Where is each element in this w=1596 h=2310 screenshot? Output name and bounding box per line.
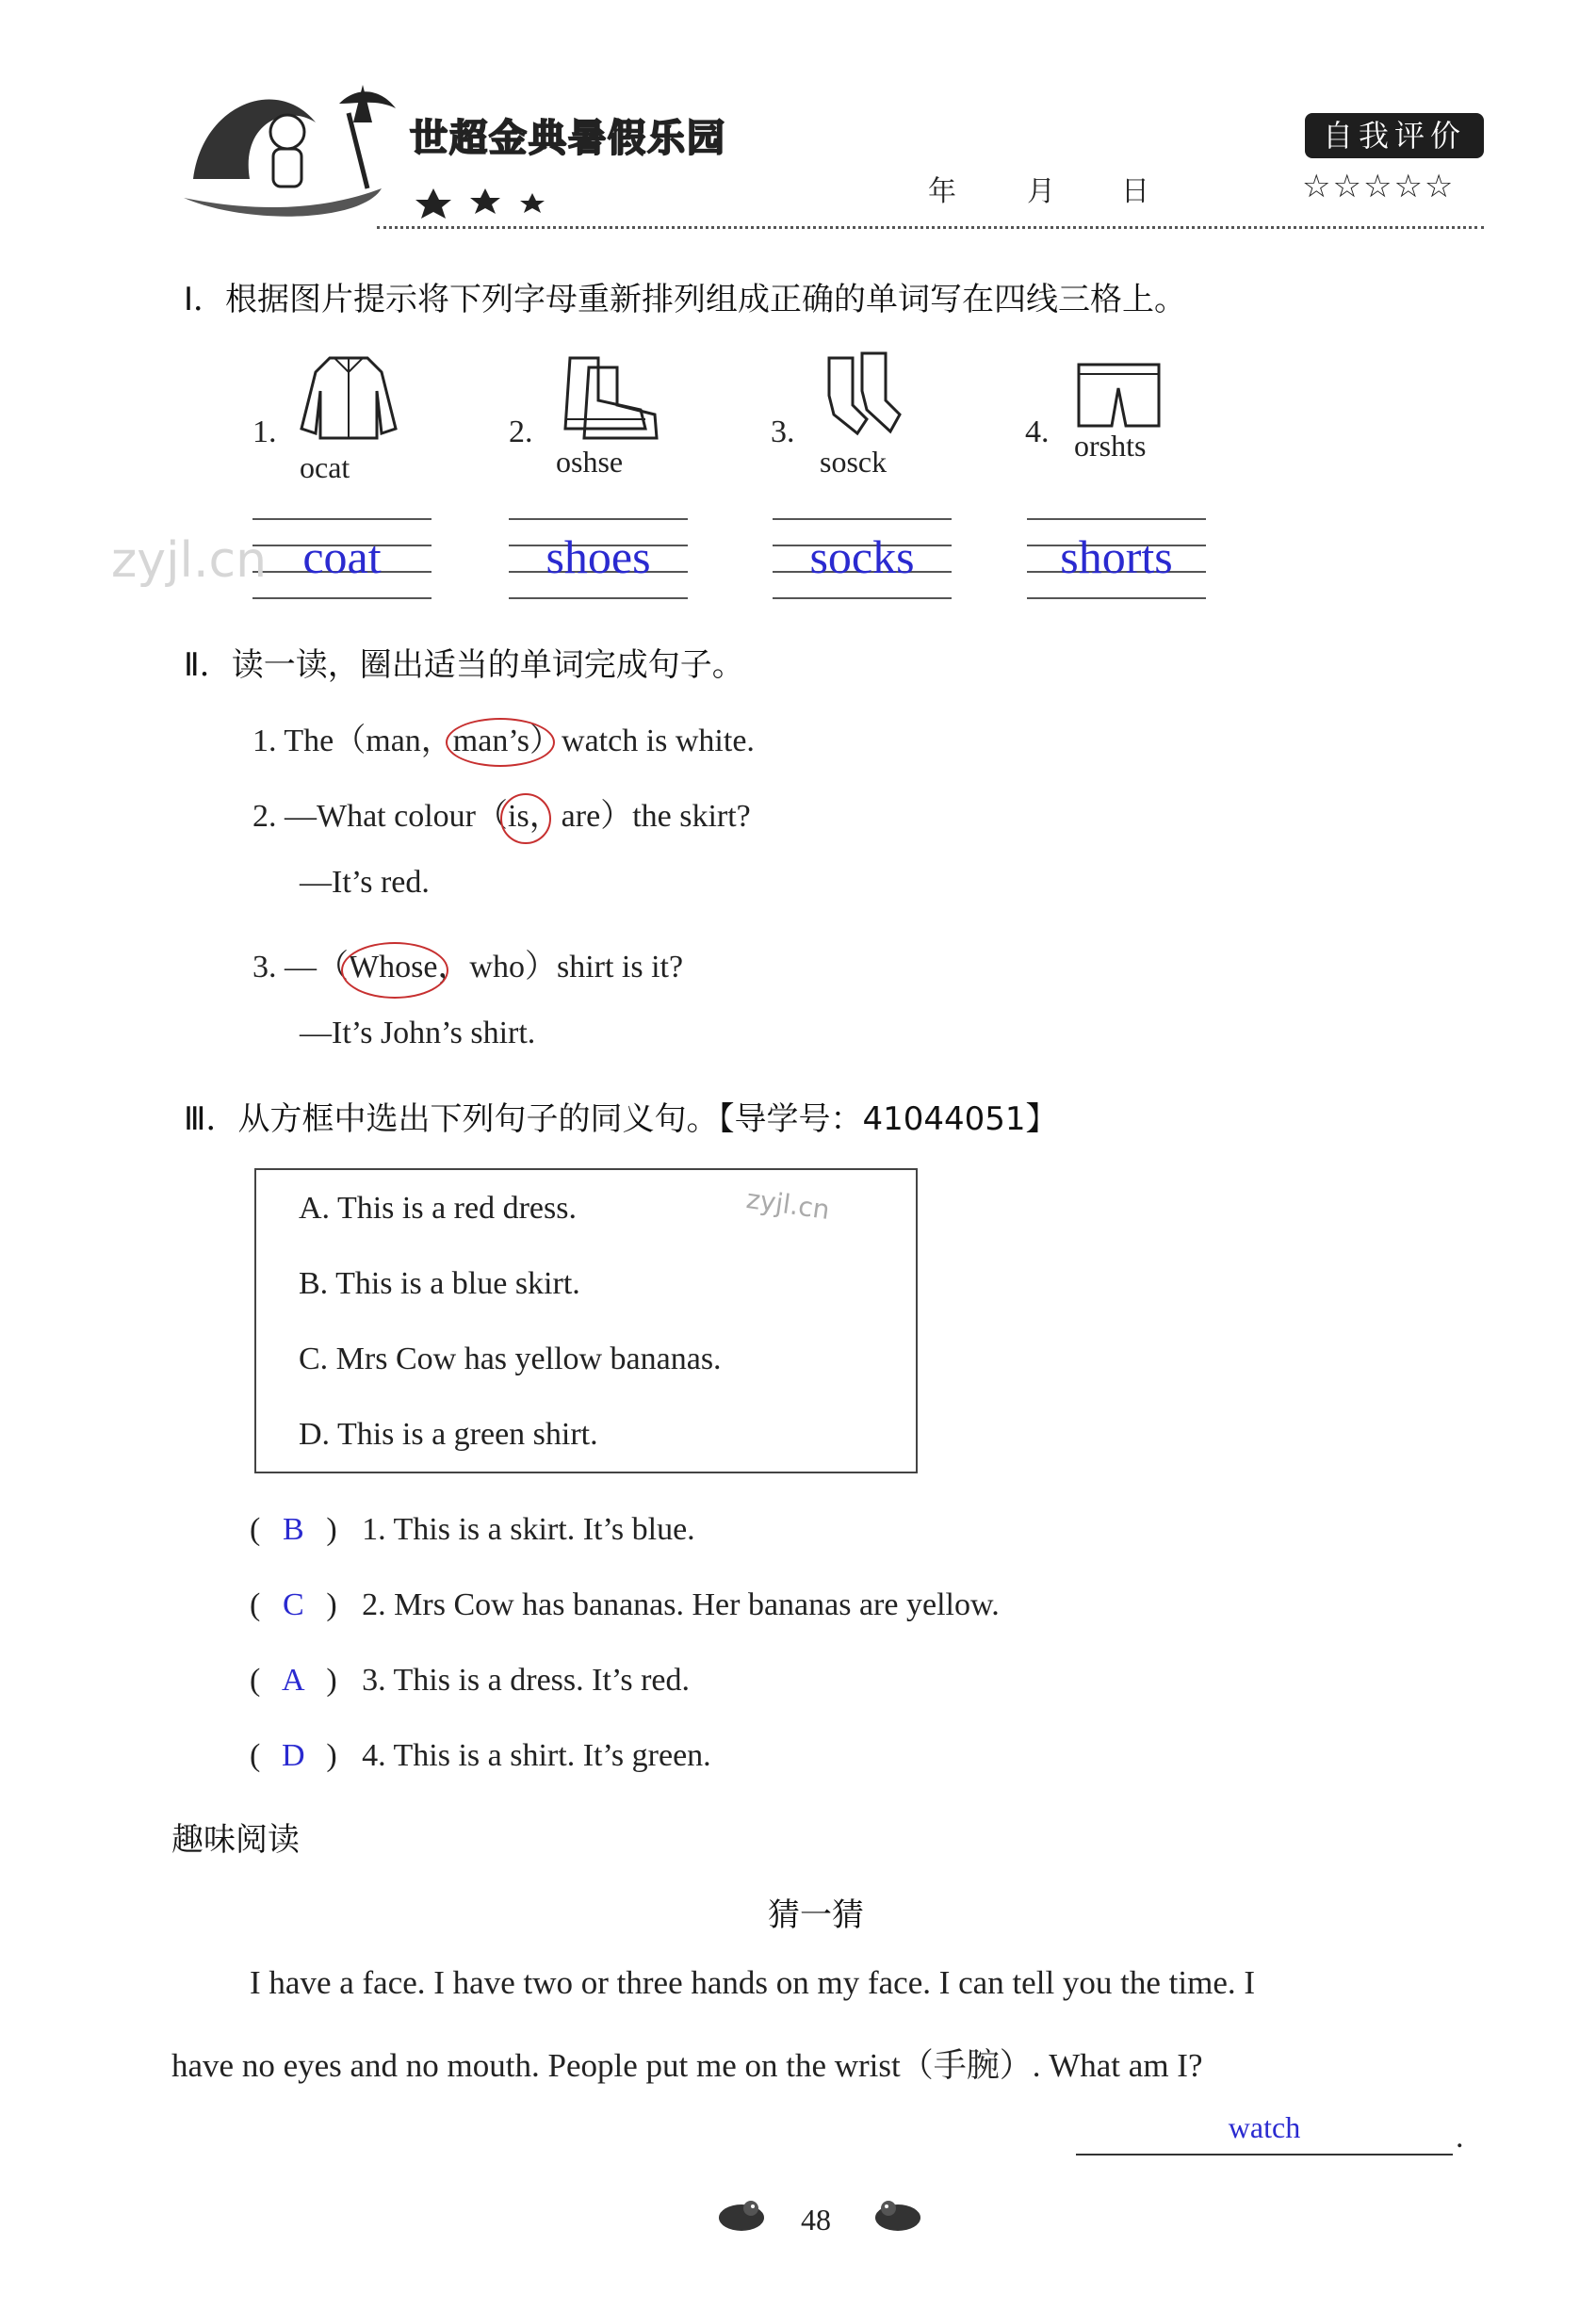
s2-q3-post: ，who）shirt is it?	[437, 950, 684, 984]
date-day-label: 日	[1121, 175, 1149, 208]
s2-q1-pre: 1. The（man，	[252, 724, 453, 758]
s2-q2-circled[interactable]: is	[508, 799, 529, 835]
rating-stars[interactable]: ☆☆☆☆☆	[1302, 168, 1456, 205]
self-evaluation-badge: 自我评价	[1305, 113, 1484, 158]
s2-q2-post: ，are）the skirt?	[529, 799, 751, 834]
reading-end-period: .	[1456, 2120, 1464, 2155]
item3-number: 3.	[771, 415, 795, 449]
item4-answer: shorts	[1060, 530, 1173, 583]
item4-number: 4.	[1025, 415, 1050, 449]
boots-icon	[551, 349, 664, 447]
bird-right-icon	[871, 2195, 928, 2237]
item4-scrambled: orshts	[1074, 429, 1147, 463]
option-b: B. This is a blue skirt.	[299, 1266, 580, 1301]
options-box	[254, 1168, 918, 1473]
s3-q4-text: 4. This is a shirt. It’s green.	[362, 1738, 711, 1773]
shorts-icon	[1074, 360, 1164, 434]
header-divider	[377, 226, 1484, 229]
s2-q3-reply: —It’s John’s shirt.	[300, 1016, 536, 1050]
reading-title: 猜一猜	[768, 1896, 864, 1934]
item3-scrambled: sosck	[820, 445, 888, 479]
reading-answer: watch	[1228, 2110, 1301, 2144]
reading-label: 趣味阅读	[171, 1821, 300, 1859]
item2-number: 2.	[509, 415, 533, 449]
s2-q3-pre: 3. —（	[252, 950, 349, 984]
reading-answer-line[interactable]	[1076, 2110, 1453, 2155]
option-d: D. This is a green shirt.	[299, 1417, 598, 1452]
item1-answer: coat	[302, 530, 382, 583]
s2-q3-circled[interactable]: Whose	[349, 950, 437, 985]
watermark: zyjl.cn	[111, 532, 268, 589]
jacket-icon	[297, 349, 400, 447]
s2-q1-circled[interactable]: man’s	[453, 724, 529, 759]
s3-q1-text: 1. This is a skirt. It’s blue.	[362, 1512, 695, 1547]
s3-q1-answer[interactable]: B	[282, 1512, 304, 1547]
reading-line1: I have a face. I have two or three hands on my face. I can tell you the time. I	[250, 1964, 1256, 2001]
item3-answer-lines[interactable]	[773, 518, 952, 597]
item2-answer: shoes	[546, 530, 651, 583]
page-number: 48	[801, 2203, 831, 2237]
item3-answer: socks	[809, 530, 915, 583]
s2-q1	[252, 714, 755, 760]
box-watermark: zyjl.cn	[744, 1182, 832, 1227]
reading-line2: have no eyes and no mouth. People put me on the wrist（手腕）. What am I?	[171, 2047, 1203, 2084]
s2-q2	[252, 789, 751, 836]
option-a: A. This is a red dress.	[299, 1191, 577, 1226]
s3-q3-text: 3. This is a dress. It’s red.	[362, 1663, 690, 1698]
item1-number: 1.	[252, 415, 277, 449]
s2-q2-reply: —It’s red.	[300, 865, 430, 900]
s3-q3-answer[interactable]: A	[282, 1663, 305, 1698]
date-month-label: 月	[1027, 175, 1055, 208]
s3-q1: ( B ) 1. This is a skirt. It’s blue.	[250, 1512, 695, 1547]
bird-left-icon	[711, 2195, 768, 2237]
s3-q2-text: 2. Mrs Cow has bananas. Her bananas are yellow.	[362, 1587, 1000, 1622]
section2-title: Ⅱ．读一读，圈出适当的单词完成句子。	[184, 646, 744, 684]
item2-answer-lines[interactable]	[509, 518, 688, 597]
section3-title: Ⅲ．从方框中选出下列句子的同义句。【导学号：41044051】	[184, 1100, 1058, 1138]
item2-scrambled: oshse	[556, 445, 624, 479]
item1-answer-lines[interactable]	[252, 518, 432, 597]
s2-q1-post: ）watch is white.	[529, 724, 755, 758]
s3-q2-answer[interactable]: C	[282, 1587, 304, 1622]
s3-q4-answer[interactable]: D	[282, 1738, 305, 1773]
item1-scrambled: ocat	[300, 450, 350, 484]
socks-icon	[815, 349, 909, 447]
s3-q2: ( C ) 2. Mrs Cow has bananas. Her bananas are yellow.	[250, 1587, 1000, 1622]
option-c: C. Mrs Cow has yellow bananas.	[299, 1342, 722, 1376]
section1-title: I．根据图片提示将下列字母重新排列组成正确的单词写在四线三格上。	[184, 281, 1187, 318]
item4-answer-lines[interactable]	[1027, 518, 1206, 597]
s2-q2-pre: 2. —What colour（	[252, 799, 508, 834]
book-title: 世超金典暑假乐园	[410, 117, 726, 160]
s2-q3	[252, 940, 683, 986]
s3-q3: ( A ) 3. This is a dress. It’s red.	[250, 1663, 690, 1698]
date-year-label: 年	[928, 175, 956, 208]
s3-q4: ( D ) 4. This is a shirt. It’s green.	[250, 1738, 711, 1773]
